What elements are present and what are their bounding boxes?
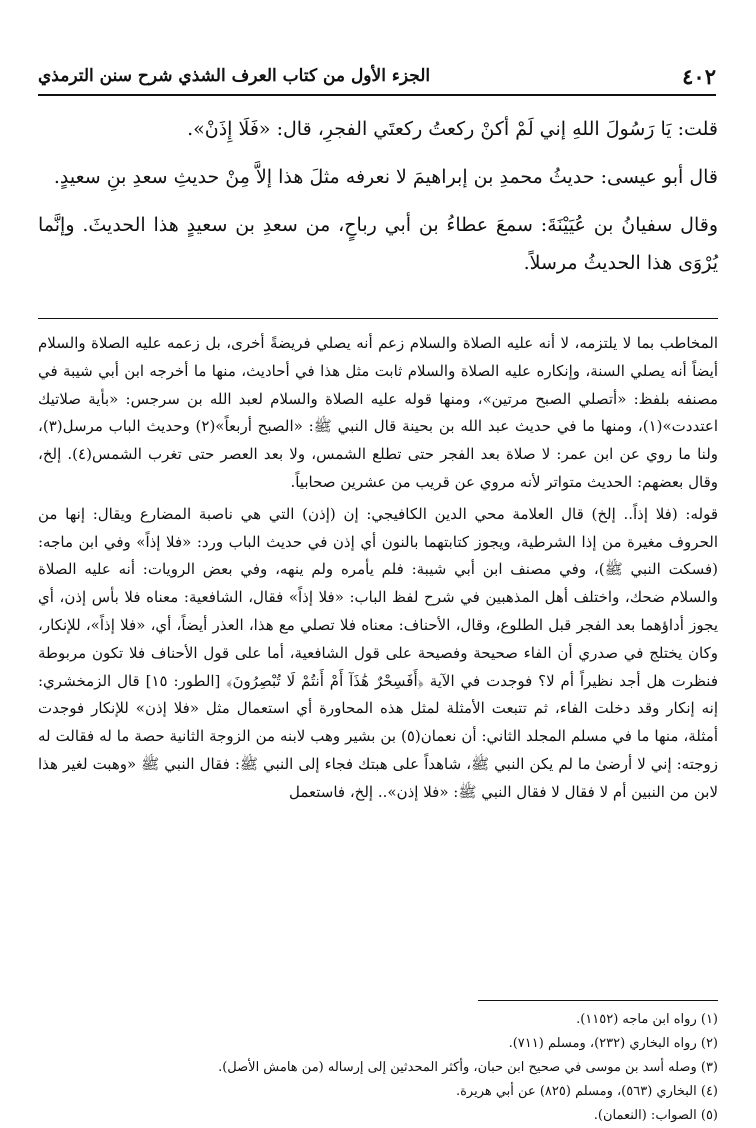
- commentary-paragraph: قوله: (فلا إذاً.. إلخ) قال العلامة محي الدين الكافيجي: إن (إذن) التي هي ناصبة المضارع ويقال: إنها من الحروف مغيرة من إذا الشرطية، ويجوز كتابتهما بالنون أي إذن في حديث الباب ورد: «فلا إذاً» وفي ابن ماجه: (فسكت النبي ﷺ)، وفي مصنف ابن أبي شيبة: فلم يأمره ولم ينهه، وفي بعض الرويات: أنه عليه الصلاة والسلام ضحك، واختلف أهل المذهبين في شرح لفظ الباب: «فلا إذاً» فقال، الشافعية: معناه فلا بأس إذن، أي يجوز أداؤهما بعد الفجر قبل الطلوع، وقال، الأحناف: معناه فلا تصلي مع هذا، العذر أيضاً، أي، «فلا إذاً»، للإنكار، وكان يختلج في صدري أن الفاء صحيحة وفصيحة على قول الشافعية، أما على قول الأحناف فلا تكون مربوطة فنظرت هل أجد نظيراً أم لا؟ فوجدت في الآية ﴿أَفَسِحْرٌ هَٰذَآ أَمْ أَنتُمْ لَا تُبْصِرُونَ﴾ [الطور: ١٥] قال الزمخشري: إنه إنكار وقد دخلت الفاء، ثم تتبعت الأمثلة لمثل هذه المحاورة أي استعمال مثل «فلا إذن» للإنكار فوجدت أمثلة، منها ما في مسلم المجلد الثاني: أن نعمان(٥) بن بشير وهب لابنه من الزوجة الثانية حصة ما له فقالت له زوجته: إني لا أرضىٰ ما لم يكن النبي ﷺ، شاهداً على هبتك فجاء إلى النبي ﷺ: فقال النبي ﷺ «وهبت لغير هذا لابن من النبين أم لا فقال لا فقال النبي ﷺ: «فلا إذن».. إلخ، فاستعمل: [38, 504, 718, 801]
- main-paragraph: قلت: يَا رَسُولَ اللهِ إني لَمْ أكنْ ركعتُ ركعتَي الفجرِ، قال: «فَلَا إِذَنْ».: [187, 118, 718, 140]
- footnote: (٥) الصواب: (النعمان).: [593, 1108, 718, 1123]
- main-paragraph: وقال سفيانُ بن عُيَيْنَةَ: سمعَ عطاءُ بن أبي رباحٍ، من سعدِ بن سعيدٍ هذا الحديثَ. وإنَّما يُرْوَى هذا الحديثُ مرسلاً.: [38, 214, 718, 274]
- commentary-divider: [38, 318, 718, 319]
- footnote: (٢) رواه البخاري (٢٣٢)، ومسلم (٧١١).: [508, 1036, 718, 1051]
- running-title: الجزء الأول من كتاب العرف الشذي شرح سنن الترمذي: [38, 66, 431, 86]
- main-paragraph: قال أبو عيسى: حديثُ محمدِ بن إبراهيمَ لا نعرفه مثلَ هذا إلاَّ مِنْ حديثِ سعدِ بنِ سعيدٍ.: [53, 166, 718, 188]
- footnote-divider: [478, 1000, 718, 1001]
- page-number: ٤٠٢: [682, 63, 716, 89]
- page-header: [38, 58, 716, 96]
- hadith-text: [38, 110, 718, 292]
- footnote: (٤) البخاري (٥٦٣)، ومسلم (٨٢٥) عن أبي هريرة.: [455, 1084, 718, 1099]
- footnotes: [38, 1008, 718, 1128]
- footnote: (١) رواه ابن ماجه (١١٥٢).: [576, 1012, 718, 1027]
- commentary-paragraph: المخاطب بما لا يلتزمه، لا أنه عليه الصلاة والسلام زعم أنه يصلي فريضةً أخرى، بل زعمه عليه الصلاة والسلام أيضاً أنه يصلي السنة، وإنكاره عليه الصلاة والسلام ثابت مثل هذا في أحاديث، منها ما أخرجه ابن أبي شيبة في مصنفه بلفظ: «أتصلي الصبح مرتين»، ومنها قوله عليه الصلاة والسلام لعبد الله بن سرجس: «بأية صلاتيك اعتددت»(١)، ومنها ما في حديث عبد الله بن بحينة قال النبي ﷺ: «الصبح أربعاً»(٢) وحديث الباب مرسل(٣)، ولنا ما روي عن ابن عمر: لا صلاة بعد الفجر حتى تطلع الشمس، ولا بعد العصر حتى تغرب الشمس(٤). إلخ، وقال بعضهم: الحديث متواتر لأنه مروي عن قريب من عشرين صحابياً.: [38, 334, 719, 491]
- commentary-text: [38, 330, 718, 811]
- footnote: (٣) وصله أسد بن موسى في صحيح ابن حبان، وأكثر المحدثين إلى إرساله (من هامش الأصل).: [218, 1060, 718, 1075]
